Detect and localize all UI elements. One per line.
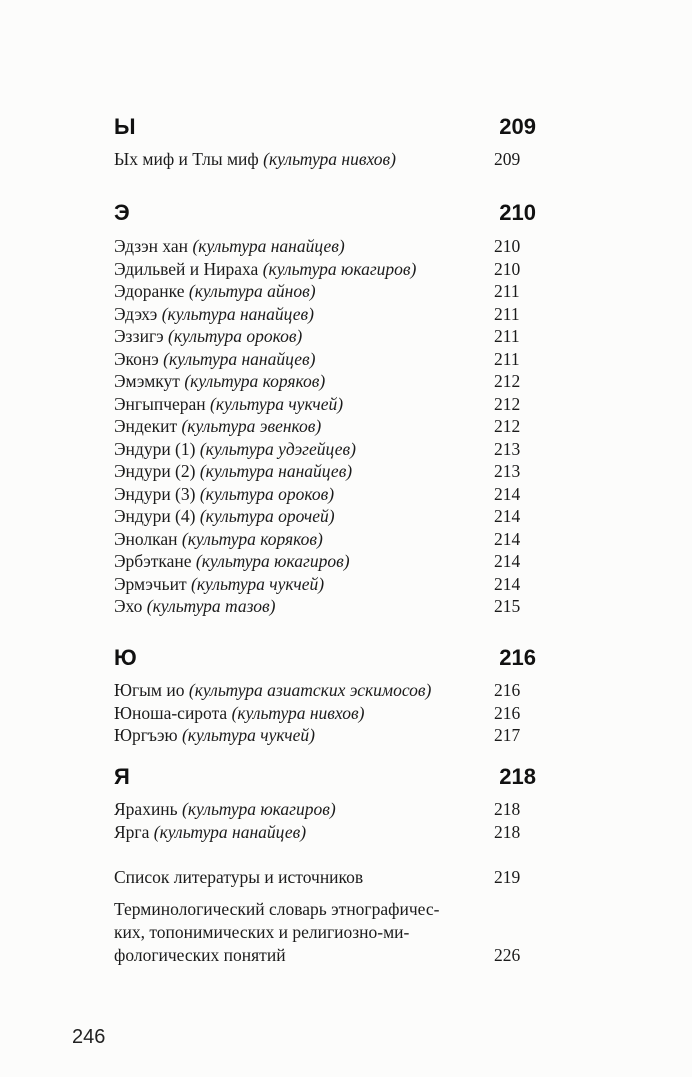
toc-entry[interactable] xyxy=(114,573,528,596)
section-heading xyxy=(114,764,536,790)
toc-entry[interactable] xyxy=(114,702,528,725)
entry-culture: (культура эвенков) xyxy=(181,416,322,436)
entry-page: 212 xyxy=(494,371,521,391)
entry-title: Эндури (2) xyxy=(114,461,196,481)
entry-title: Эдэхэ xyxy=(114,303,158,324)
toc-entry[interactable] xyxy=(114,595,528,618)
entry-page: 226 xyxy=(494,945,521,965)
page-number: 246 xyxy=(72,1026,106,1048)
entry-culture: (культура чукчей) xyxy=(210,393,344,414)
entry-page: 216 xyxy=(494,702,521,723)
entry-culture: (культура нивхов) xyxy=(231,702,365,723)
entry-title: Эрбэткане xyxy=(114,551,192,571)
entry-culture: (культура нанайцев) xyxy=(153,821,307,842)
entry-culture: (культура юкагиров) xyxy=(262,258,417,279)
entry-title-line: ких, топонимических и религиозно-ми- xyxy=(114,922,410,942)
toc-entry[interactable] xyxy=(114,258,528,281)
entry-culture: (культура ороков) xyxy=(199,483,335,504)
entry-title: Юргъэю xyxy=(114,725,178,745)
entry-title: Эндури (3) xyxy=(114,483,196,504)
entry-culture: (культура азиатских эскимосов) xyxy=(188,680,432,700)
section-heading xyxy=(114,645,536,671)
entry-culture: (культура нанайцев) xyxy=(199,461,353,481)
entry-page: 212 xyxy=(494,393,521,414)
entry-page: 212 xyxy=(494,416,521,436)
toc-entry-glossary[interactable] xyxy=(114,898,524,967)
entry-culture: (культура юкагиров) xyxy=(195,551,350,571)
entry-culture: (культура чукчей) xyxy=(181,725,315,745)
entry-page: 211 xyxy=(494,326,520,346)
section-letter: Ы xyxy=(114,114,136,139)
toc-entry[interactable] xyxy=(114,821,528,844)
entry-title: Эдоранке xyxy=(114,281,185,301)
section-page: 209 xyxy=(499,114,536,139)
section-heading xyxy=(114,200,536,226)
entry-page: 218 xyxy=(494,799,521,819)
entry-title: Ярахинь xyxy=(114,799,178,819)
entry-title: Югым ио xyxy=(114,680,185,700)
entry-title: Ых миф и Тлы миф xyxy=(114,149,259,169)
entry-culture: (культура нанайцев) xyxy=(161,303,314,324)
entry-title: Эззигэ xyxy=(114,326,164,346)
toc-entry[interactable] xyxy=(114,325,528,348)
entry-title: Энгыпчеран xyxy=(114,393,206,414)
entry-culture: (культура тазов) xyxy=(146,596,276,616)
toc-entry[interactable] xyxy=(114,550,528,573)
toc-entry[interactable] xyxy=(114,438,528,461)
entry-page: 214 xyxy=(494,506,521,526)
entry-page: 210 xyxy=(494,258,521,279)
entry-page: 215 xyxy=(494,596,521,616)
entry-title: Ярга xyxy=(114,821,150,842)
entry-title: Эконэ xyxy=(114,348,159,369)
section-page: 210 xyxy=(499,200,536,225)
entry-culture: (культура чукчей) xyxy=(191,573,325,594)
entry-title-line: Терминологический словарь этнографичес- xyxy=(114,899,440,919)
entry-page: 211 xyxy=(494,303,520,324)
entry-title: Эндури (4) xyxy=(114,506,196,526)
toc-entry-bibliography[interactable] xyxy=(114,866,528,889)
entry-culture: (культура нанайцев) xyxy=(192,236,345,256)
toc-entry[interactable] xyxy=(114,505,528,528)
entry-culture: (культура нанайцев) xyxy=(163,348,316,369)
entry-culture: (культура ороков) xyxy=(168,326,303,346)
section-page: 216 xyxy=(499,645,536,670)
section-page: 218 xyxy=(499,764,536,789)
toc-entry[interactable] xyxy=(114,280,528,303)
entry-page: 219 xyxy=(494,867,521,887)
entry-page: 213 xyxy=(494,438,521,459)
toc-entry[interactable] xyxy=(114,460,528,483)
entry-page: 214 xyxy=(494,551,521,571)
entry-title: Эмэмкут xyxy=(114,371,180,391)
toc-entry[interactable] xyxy=(114,483,528,506)
entry-title: Эндури (1) xyxy=(114,438,196,459)
entry-page: 213 xyxy=(494,461,521,481)
entry-title: Список литературы и источников xyxy=(114,867,364,887)
toc-entry[interactable] xyxy=(114,393,528,416)
entry-page: 211 xyxy=(494,348,520,369)
toc-entry[interactable] xyxy=(114,528,528,551)
entry-culture: (культура орочей) xyxy=(199,506,335,526)
toc-entry[interactable] xyxy=(114,148,528,171)
toc-entry[interactable] xyxy=(114,724,528,747)
section-letter: Я xyxy=(114,764,130,789)
entry-title: Эдильвей и Нираха xyxy=(114,258,259,279)
entry-page: 211 xyxy=(494,281,520,301)
entry-page: 210 xyxy=(494,236,521,256)
section-heading xyxy=(114,114,536,140)
entry-title: Эхо xyxy=(114,596,143,616)
section-letter: Э xyxy=(114,200,130,225)
entry-title: Энолкан xyxy=(114,528,178,549)
toc-entry[interactable] xyxy=(114,370,528,393)
toc-entry[interactable] xyxy=(114,679,528,702)
entry-culture: (культура нивхов) xyxy=(263,149,396,169)
entry-title-line: фологических понятий xyxy=(114,945,286,965)
entry-page: 209 xyxy=(494,149,521,169)
entry-title: Юноша-сирота xyxy=(114,702,228,723)
entry-page: 214 xyxy=(494,528,521,549)
entry-culture: (культура удэгейцев) xyxy=(199,438,356,459)
entry-title: Эдзэн хан xyxy=(114,236,189,256)
entry-page: 214 xyxy=(494,573,521,594)
toc-entry[interactable] xyxy=(114,303,528,326)
entry-culture: (культура коряков) xyxy=(181,528,323,549)
toc-entry[interactable] xyxy=(114,235,528,258)
entry-title: Эндекит xyxy=(114,416,178,436)
entry-page: 216 xyxy=(494,680,521,700)
toc-entry[interactable] xyxy=(114,348,528,371)
entry-culture: (культура айнов) xyxy=(188,281,316,301)
entry-page: 214 xyxy=(494,483,521,504)
entry-culture: (культура коряков) xyxy=(184,371,326,391)
toc-entry[interactable] xyxy=(114,415,528,438)
entry-page: 218 xyxy=(494,821,521,842)
entry-title: Эрмэчьит xyxy=(114,573,187,594)
toc-entry[interactable] xyxy=(114,798,528,821)
entry-page: 217 xyxy=(494,725,521,745)
entry-culture: (культура юкагиров) xyxy=(182,799,336,819)
section-letter: Ю xyxy=(114,645,137,670)
